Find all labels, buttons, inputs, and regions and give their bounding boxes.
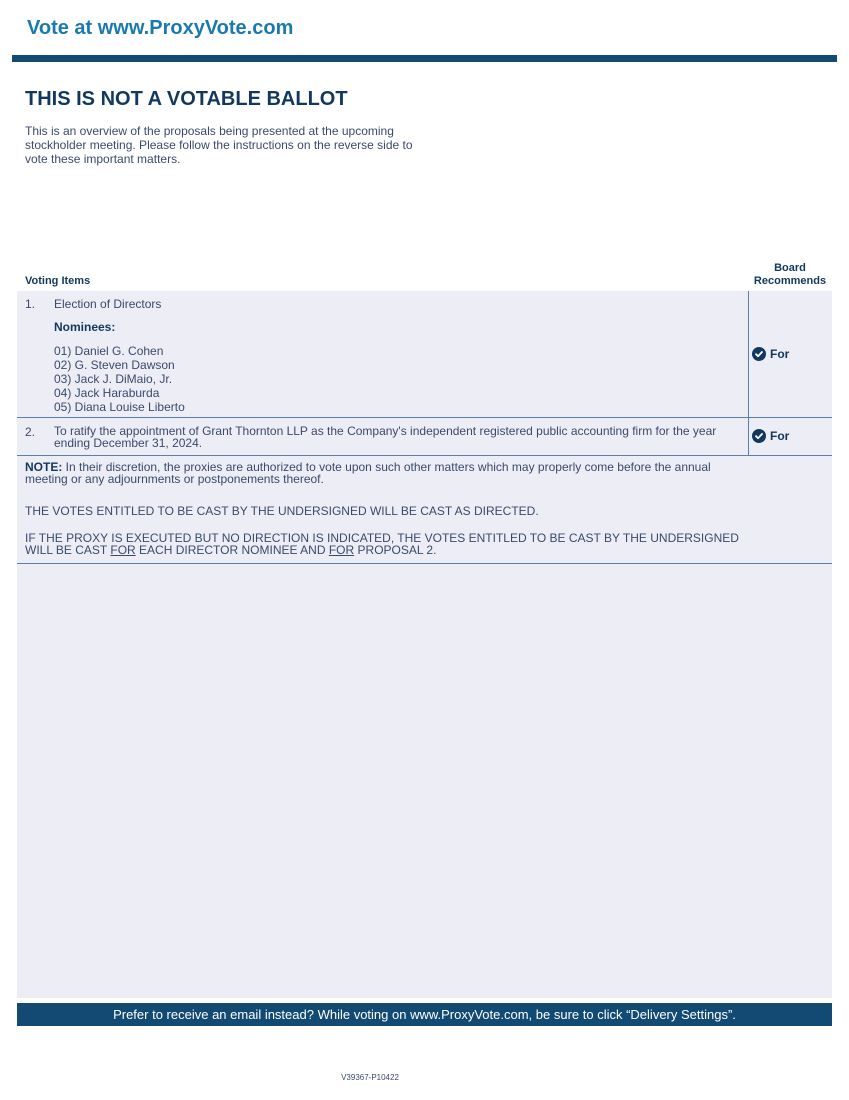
item-2-recommendation xyxy=(752,429,789,443)
item-1-recommendation xyxy=(752,347,789,361)
note-body: In their discretion, the proxies are authorized to vote upon such other matters which may properly come before the annual meeting or any adjournments or postponements thereof. xyxy=(25,460,711,486)
board-recommends-header xyxy=(748,262,832,288)
page-title: THIS IS NOT A VOTABLE BALLOT xyxy=(25,88,348,110)
check-circle-icon xyxy=(752,429,766,443)
nominees-label: Nominees: xyxy=(54,320,116,334)
proxy-exec-part2: EACH DIRECTOR NOMINEE AND xyxy=(135,543,329,557)
check-circle-icon xyxy=(752,347,766,361)
nominee-item: 05) Diana Louise Liberto xyxy=(54,400,185,414)
item-2-text: To ratify the appointment of Grant Thornton LLP as the Company's independent registered public accounting firm for the year ending December 31, 2024. xyxy=(54,424,717,450)
votes-cast-statement: THE VOTES ENTITLED TO BE CAST BY THE UNDERSIGNED WILL BE CAST AS DIRECTED. xyxy=(25,504,539,518)
voting-items-header: Voting Items xyxy=(25,275,91,287)
board-header-line2: Recommends xyxy=(753,275,827,287)
recommendation-label: For xyxy=(770,347,790,361)
intro-text: This is an overview of the proposals being presented at the upcoming stockholder meeting. Please follow the instructions on the reverse side to vote these important matters. xyxy=(25,124,413,166)
nominee-item: 04) Jack Haraburda xyxy=(54,386,160,400)
item-2-number: 2. xyxy=(25,425,36,439)
recommendation-label: For xyxy=(770,429,790,443)
note-divider xyxy=(17,563,832,564)
note-text xyxy=(25,461,755,485)
proxy-exec-part3: PROPOSAL 2. xyxy=(354,543,437,557)
delivery-settings-banner: Prefer to receive an email instead? While voting on www.ProxyVote.com, be sure to click “Delivery Settings”. xyxy=(17,1003,832,1026)
board-header-line1: Board xyxy=(774,262,806,274)
document-code: V39367-P10422 xyxy=(341,1073,399,1082)
proxy-exec-part1: IF THE PROXY IS EXECUTED BUT NO DIRECTION IS INDICATED, THE VOTES ENTITLED TO BE CAST BY THE UNDERSIGNED WILL BE CAST xyxy=(25,531,739,557)
nominee-list xyxy=(54,344,185,414)
proxy-exec-for2: FOR xyxy=(328,543,355,557)
column-divider xyxy=(748,291,749,455)
proxy-exec-for1: FOR xyxy=(110,543,136,557)
proxyvote-link[interactable]: Vote at www.ProxyVote.com xyxy=(27,17,294,39)
nominee-item: 03) Jack J. DiMaio, Jr. xyxy=(54,372,173,386)
item-1-number: 1. xyxy=(25,297,36,311)
header-rule xyxy=(12,55,837,62)
proxy-execution-statement xyxy=(25,532,755,556)
item-1-text: Election of Directors xyxy=(54,297,162,311)
nominee-item: 01) Daniel G. Cohen xyxy=(54,344,164,358)
note-label: NOTE: xyxy=(25,460,63,474)
nominee-item: 02) G. Steven Dawson xyxy=(54,358,175,372)
